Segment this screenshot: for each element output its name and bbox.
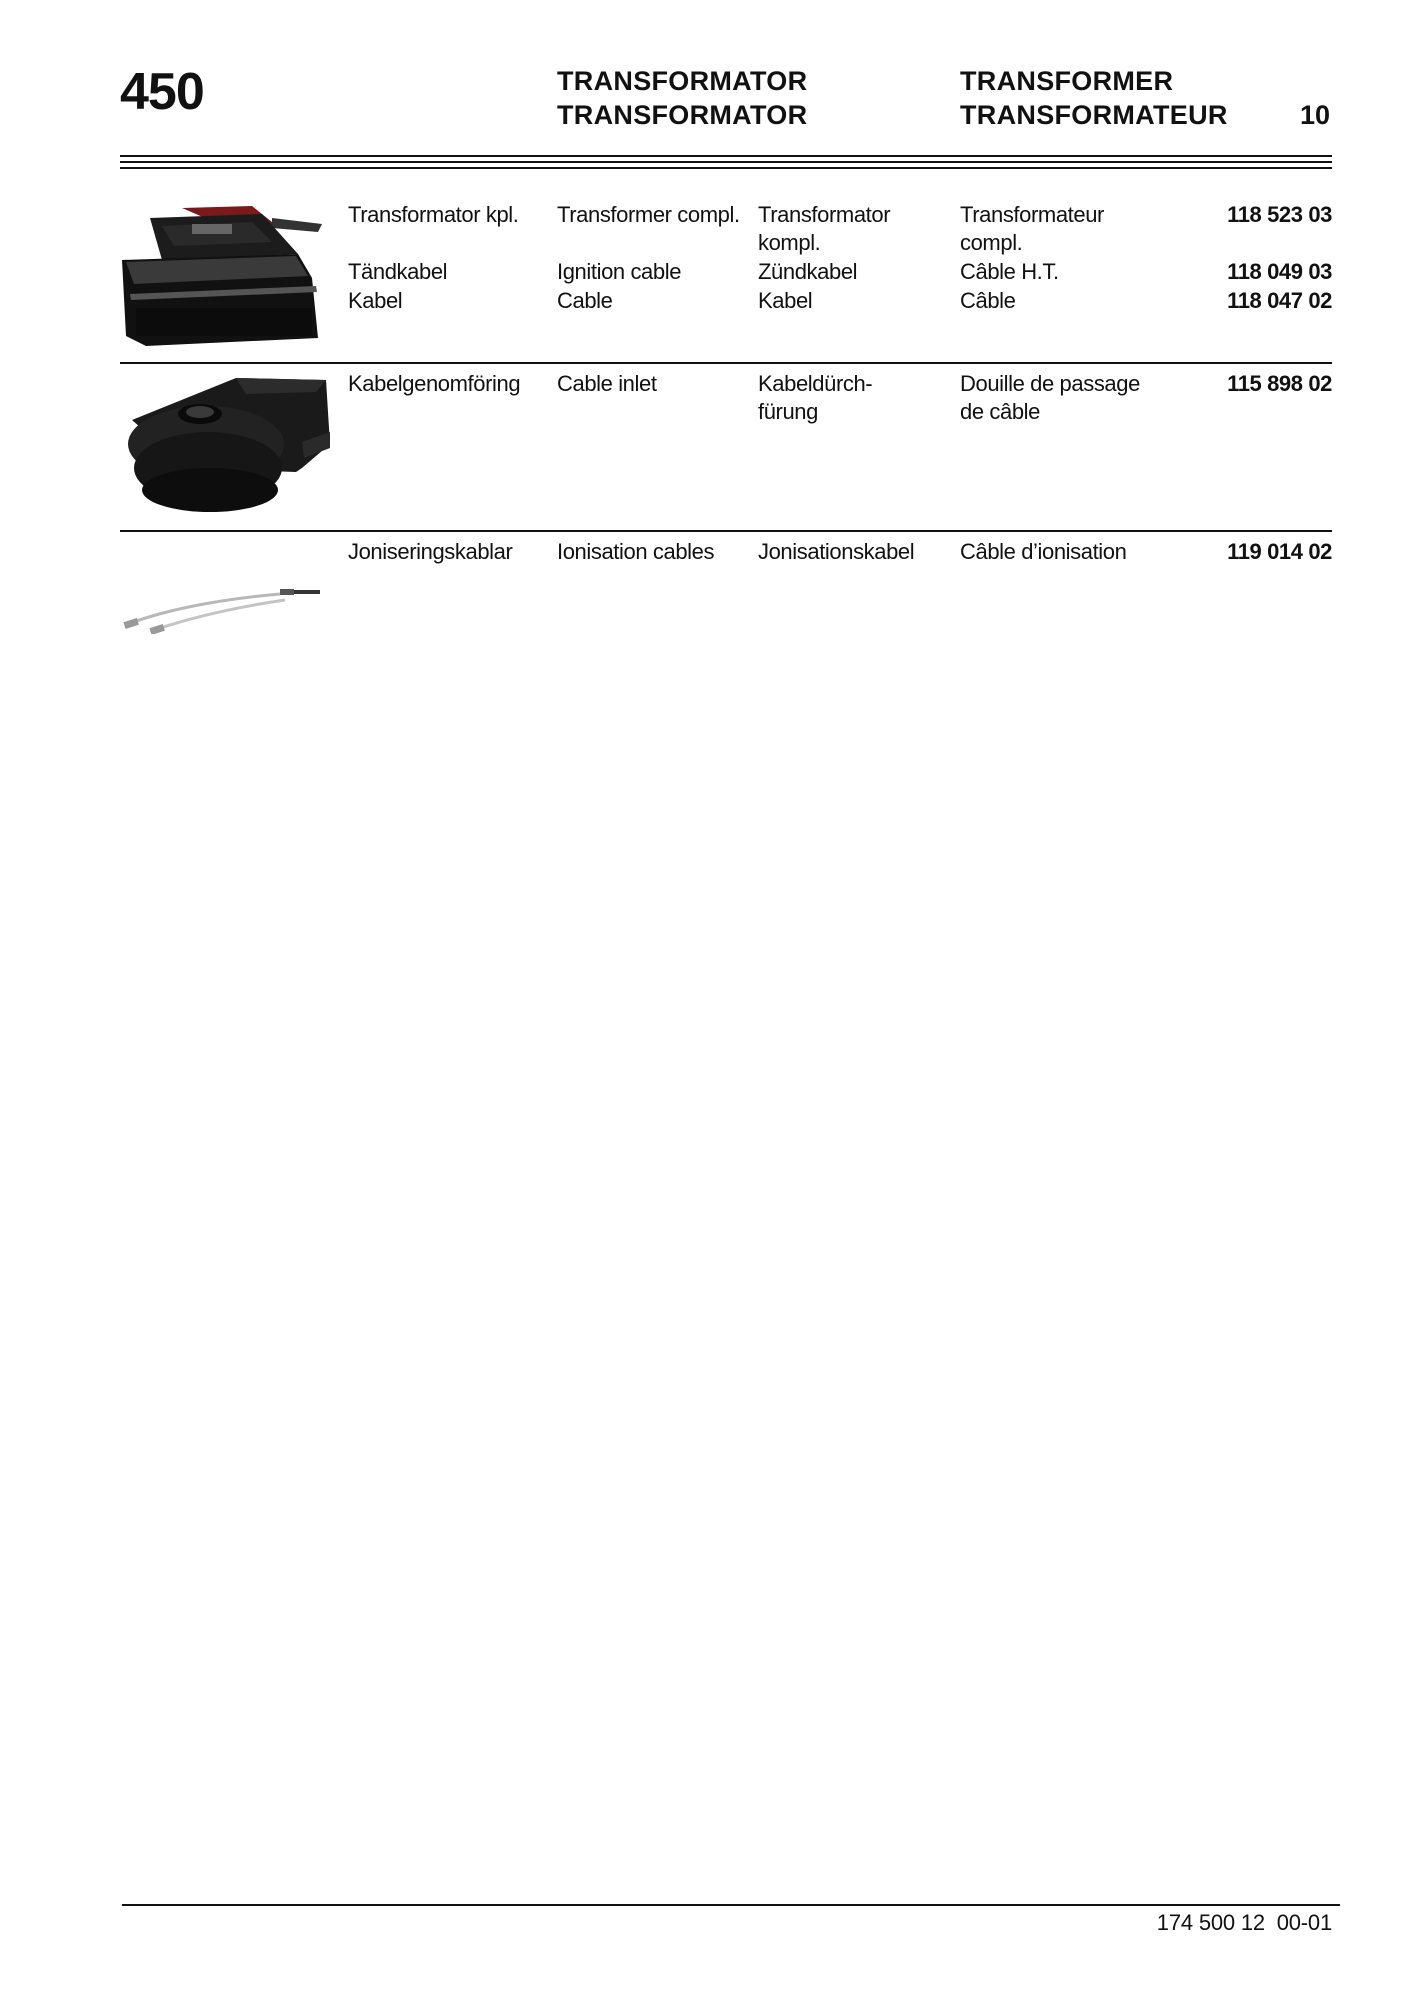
row-3-french: Câble bbox=[960, 288, 1016, 313]
row-5-german: Jonisationskabel bbox=[758, 539, 915, 564]
row-2-swedish: Tändkabel bbox=[348, 259, 448, 284]
row-4-english: Cable inlet bbox=[557, 371, 657, 396]
row-4-french-line-2: de câble bbox=[960, 399, 1040, 424]
row-2-german: Zündkabel bbox=[758, 259, 858, 284]
row-3-english: Cable bbox=[557, 288, 613, 313]
row-4-german-line-2: fürung bbox=[758, 399, 818, 424]
title-french: TRANSFORMATEUR bbox=[960, 100, 1228, 130]
header-rule-3 bbox=[120, 167, 1332, 169]
row-1-german-line-1: Transformator bbox=[758, 202, 891, 227]
row-4-part-number: 115 898 02 bbox=[1227, 371, 1332, 396]
row-5-english: Ionisation cables bbox=[557, 539, 715, 564]
ionisation-cables-photo bbox=[120, 578, 326, 634]
row-4-german-line-1: Kabeldürch- bbox=[758, 371, 873, 396]
cable-inlet-photo bbox=[126, 372, 332, 518]
row-1-french-line-1: Transformateur bbox=[960, 202, 1104, 227]
row-2-part-number: 118 049 03 bbox=[1227, 259, 1332, 284]
row-1-german-line-2: kompl. bbox=[758, 230, 821, 255]
document-code: 174 500 12 00-01 bbox=[1156, 1910, 1332, 1935]
row-1-part-number: 118 523 03 bbox=[1227, 202, 1332, 227]
row-1-swedish: Transformator kpl. bbox=[348, 202, 519, 227]
title-swedish: TRANSFORMATOR bbox=[557, 66, 808, 96]
row-2-french: Câble H.T. bbox=[960, 259, 1059, 284]
header-rule-1 bbox=[120, 155, 1332, 157]
group-divider-1 bbox=[120, 362, 1332, 364]
group-divider-2 bbox=[120, 530, 1332, 532]
row-4-french-line-1: Douille de passage bbox=[960, 371, 1140, 396]
header-rule-2 bbox=[120, 161, 1332, 163]
row-1-french-line-2: compl. bbox=[960, 230, 1023, 255]
row-2-english: Ignition cable bbox=[557, 259, 682, 284]
page-number: 10 bbox=[1300, 100, 1331, 130]
footer-rule bbox=[122, 1904, 1340, 1906]
row-1-english: Transformer compl. bbox=[557, 202, 740, 227]
model-number: 450 bbox=[120, 63, 204, 121]
transformer-photo bbox=[122, 198, 328, 348]
row-4-swedish: Kabelgenomföring bbox=[348, 371, 521, 396]
row-3-swedish: Kabel bbox=[348, 288, 403, 313]
row-5-part-number: 119 014 02 bbox=[1227, 539, 1332, 564]
row-3-german: Kabel bbox=[758, 288, 813, 313]
title-english: TRANSFORMER bbox=[960, 66, 1174, 96]
row-5-french: Câble d’ionisation bbox=[960, 539, 1127, 564]
row-3-part-number: 118 047 02 bbox=[1227, 288, 1332, 313]
title-german: TRANSFORMATOR bbox=[557, 100, 808, 130]
row-5-swedish: Joniseringskablar bbox=[348, 539, 513, 564]
